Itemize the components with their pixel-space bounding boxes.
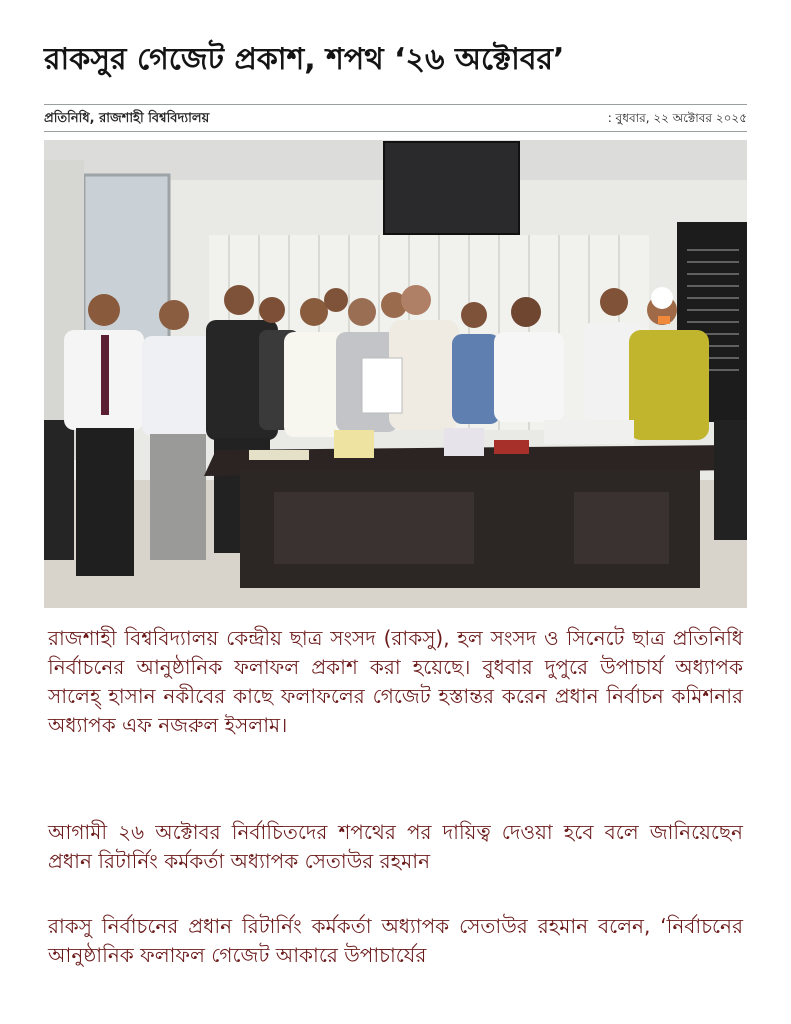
article-photo bbox=[44, 140, 747, 608]
article-headline: রাকসুর গেজেট প্রকাশ, শপথ ‘২৬ অক্টোবর’ bbox=[44, 42, 565, 77]
article-byline: প্রতিনিধি, রাজশাহী বিশ্ববিদ্যালয় bbox=[44, 111, 210, 126]
article-meta-bar bbox=[44, 104, 747, 132]
group-photo-image bbox=[44, 140, 747, 608]
article-paragraph-1: রাজশাহী বিশ্ববিদ্যালয় কেন্দ্রীয় ছাত্র সংসদ (রাকসু), হল সংসদ ও সিনেটে ছাত্র প্রতিনিধি নির্বাচনের আনুষ্ঠানিক ফলাফল প্রকাশ করা হয়েছে। বুধবার দুপুরে উপাচার্য অধ্যাপক সালেহ্ হাসান নকীবের কাছে ফলাফলের গেজেট হস্তান্তর করেন প্রধান নির্বাচন কমিশনার অধ্যাপক এফ নজরুল ইসলাম। bbox=[48, 626, 743, 737]
article-date: : বুধবার, ২২ অক্টোবর ২০২৫ bbox=[607, 111, 747, 125]
article-paragraph-3: রাকসু নির্বাচনের প্রধান রিটার্নিং কর্মকর্তা অধ্যাপক সেতাউর রহমান বলেন, ‘নির্বাচনের আনুষ্ঠানিক ফলাফল গেজেট আকারে উপাচার্যের bbox=[48, 914, 743, 967]
article-paragraph-2: আগামী ২৬ অক্টোবর নির্বাচিতদের শপথের পর দায়িত্ব দেওয়া হবে বলে জানিয়েছেন প্রধান রিটার্নিং কর্মকর্তা অধ্যাপক সেতাউর রহমান bbox=[48, 820, 743, 873]
